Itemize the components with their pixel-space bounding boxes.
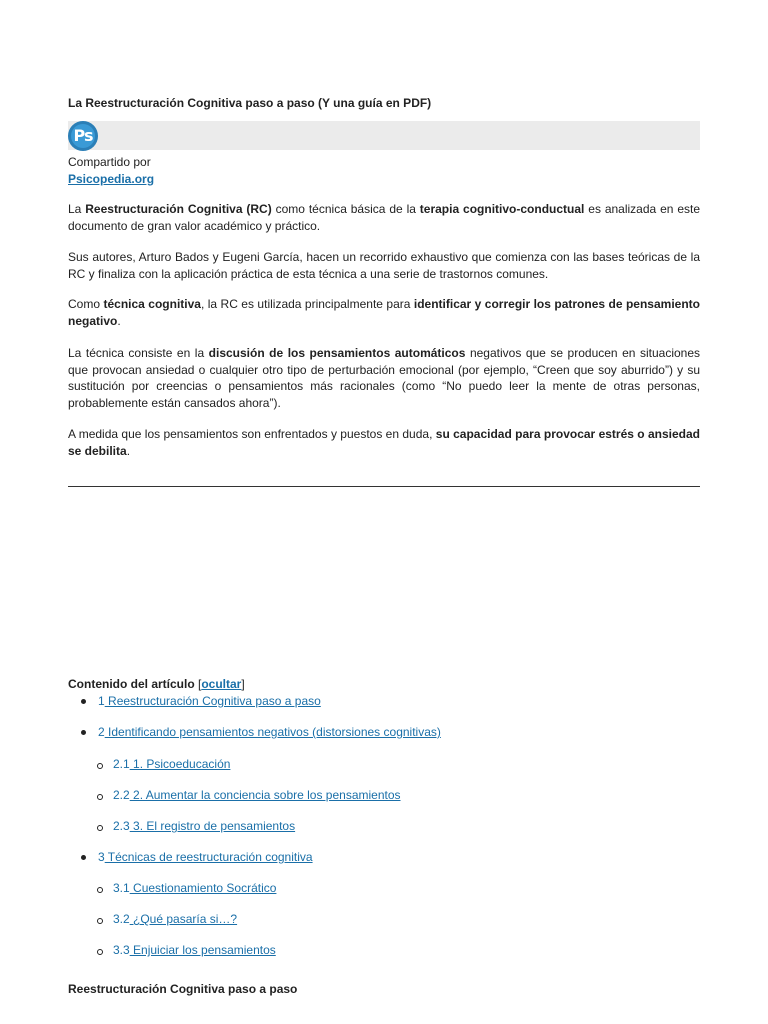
paragraph-technique [68,296,700,329]
circle-bullet-icon [97,794,103,800]
toc-number: 2.2 [113,788,130,802]
circle-bullet-icon [97,763,103,769]
paragraph-authors: Sus autores, Arturo Bados y Eugeni García, hacen un recorrido exhaustivo que comienza con las bases teóricas de la RC y finaliza con la aplicación práctica de esta técnica a una serie de trastornos comunes. [68,250,700,281]
text: . [126,443,131,458]
toc-link[interactable]: Técnicas de reestructuración cognitiva [104,850,313,864]
circle-bullet-icon [97,918,103,924]
bullet-icon [81,730,86,735]
psicopedia-logo [68,121,98,151]
toc-link[interactable]: Reestructuración Cognitiva paso a paso [104,694,321,708]
toc-item-3[interactable] [98,850,313,864]
bold-text: terapia cognitivo-conductual [419,202,585,216]
toc-link[interactable]: Identificando pensamientos negativos (distorsiones cognitivas) [104,725,441,739]
toc-item-3-1[interactable] [113,881,276,895]
text: es analizada en este documento de gran valor académico y práctico. [68,202,701,233]
shared-label: Compartido por [68,155,151,169]
toc-number: 2.1 [113,757,130,771]
bracket: ] [241,677,245,691]
toc-number: 2 [98,725,105,739]
toc-item-2-1[interactable] [113,757,230,771]
toc-item-3-3[interactable] [113,943,276,957]
text: La técnica consiste en la [68,346,209,360]
toc-number: 3.3 [113,943,130,957]
document-title: La Reestructuración Cognitiva paso a paso (Y una guía en PDF) [68,96,432,110]
toc-title: Contenido del artículo [68,677,195,691]
toc-item-2-3[interactable] [113,819,295,833]
text: La [68,202,86,216]
toc-item-2-2[interactable] [113,788,401,802]
toc-number: 1 [98,694,105,708]
toc-number: 3.2 [113,912,130,926]
logo-bar [68,121,700,150]
bracket: [ [194,677,202,691]
text: . [117,313,121,328]
toc-link[interactable]: 2. Aumentar la conciencia sobre los pensamientos [129,788,401,802]
bold-text: técnica cognitiva [103,297,201,311]
toc-link[interactable]: ¿Qué pasaría si…? [129,912,238,926]
toc-number: 2.3 [113,819,130,833]
paragraph-discussion [68,345,700,411]
toc-heading [68,677,245,691]
toc-item-2[interactable] [98,725,441,739]
toc-item-1[interactable] [98,694,321,708]
toc-link[interactable]: Cuestionamiento Socrático [129,881,277,895]
bullet-icon [81,855,86,860]
bullet-icon [81,699,86,704]
bold-text: identificar y corregir los patrones de pensamiento negativo [68,297,700,328]
bold-text: discusión de los pensamientos automáticos [208,346,466,360]
toc-link[interactable]: Enjuiciar los pensamientos [129,943,276,957]
circle-bullet-icon [97,887,103,893]
text: Como [68,297,104,311]
toc-link[interactable]: 3. El registro de pensamientos [129,819,296,833]
shared-by [68,154,154,188]
toc-toggle-link[interactable]: ocultar [201,677,242,691]
divider [68,486,700,487]
toc-number: 3.1 [113,881,130,895]
paragraph-intro [68,201,700,234]
text: negativos que se producen en situaciones que provocan ansiedad o cualquier otro tipo de perturbación emocional (por ejemplo, “Creen que soy aburrido”) y su sustitución por creencias o pensamientos más racionales (como “No puedo leer la mente de otras personas, probablemente están cansados ahora”). [68,346,701,410]
bold-text: su capacidad para provocar estrés o ansiedad se debilita [68,427,700,458]
toc-item-3-2[interactable] [113,912,237,926]
logo-lettering: Ps [71,124,95,148]
circle-bullet-icon [97,949,103,955]
text: , la RC es utilizada principalmente para [200,297,414,311]
toc-link[interactable]: 1. Psicoeducación [129,757,231,771]
circle-bullet-icon [97,825,103,831]
psicopedia-link[interactable]: Psicopedia.org [68,172,155,186]
section-heading: Reestructuración Cognitiva paso a paso [68,982,298,996]
toc-number: 3 [98,850,105,864]
text: A medida que los pensamientos son enfrentados y puestos en duda, [68,427,436,441]
paragraph-stress [68,426,700,459]
text: como técnica básica de la [271,202,420,216]
bold-text: Reestructuración Cognitiva (RC) [85,202,272,216]
